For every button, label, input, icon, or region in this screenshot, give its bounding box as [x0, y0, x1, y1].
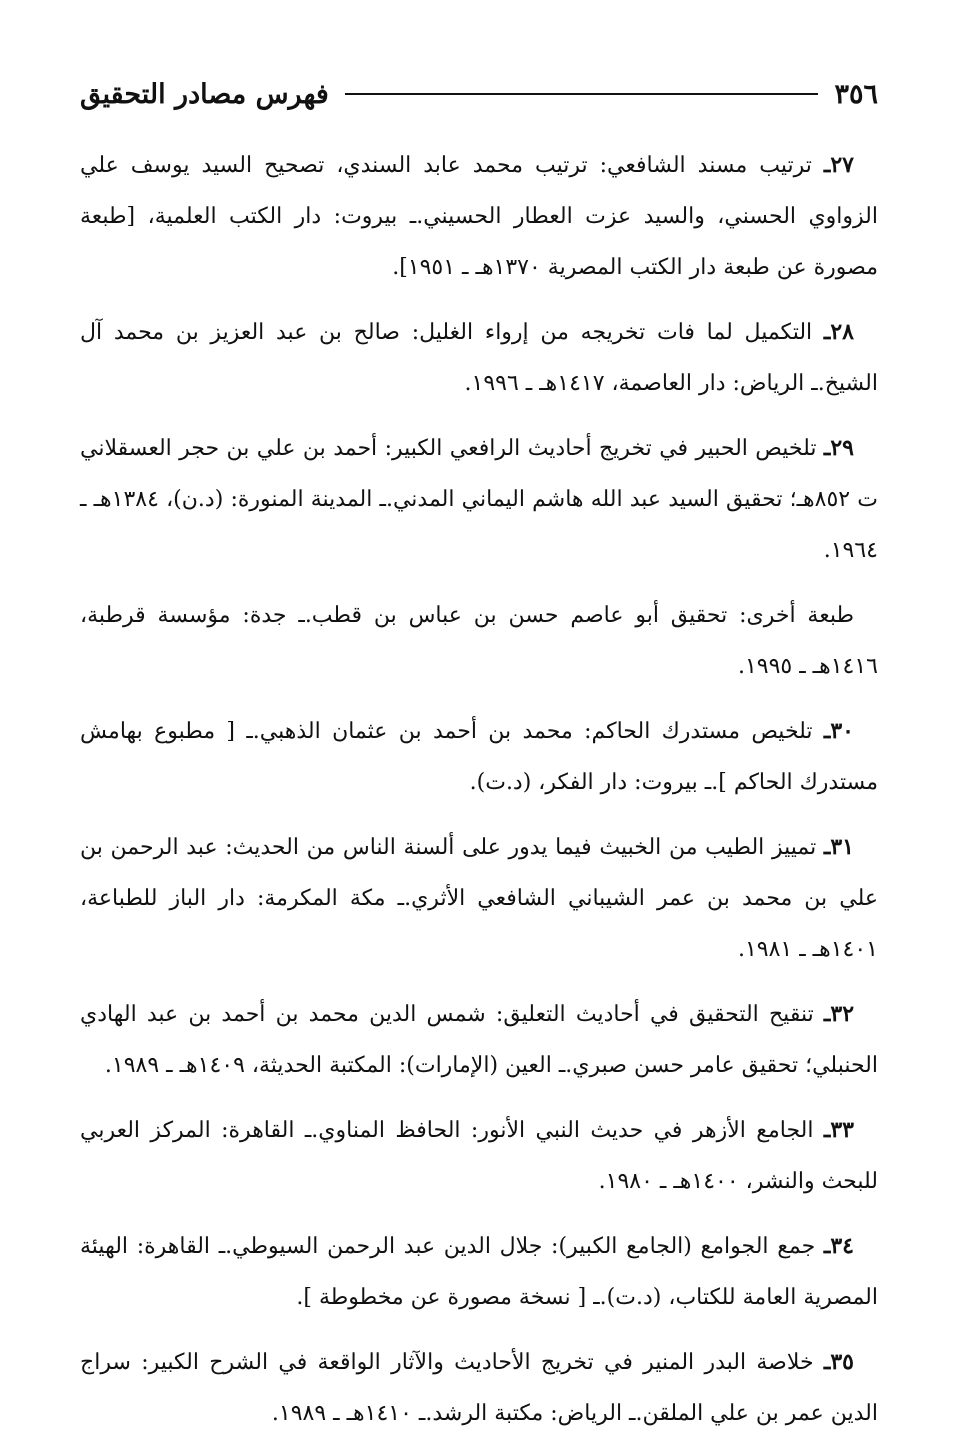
bibliography-entry-29-alt-edition	[80, 590, 878, 692]
entry-text: تلخيص الحبير في تخريج أحاديث الرافعي الكبير: أحمد بن علي بن حجر العسقلاني ت ٨٥٢هـ؛ تحقيق السيد عبد الله هاشم اليماني المدني.ـ المدينة المنورة: (د.ن)، ١٣٨٤هـ ـ ١٩٦٤.	[80, 436, 878, 563]
bibliography-entry-34	[80, 1221, 878, 1323]
entry-text: الجامع الأزهر في حديث النبي الأنور: الحافظ المناوي.ـ القاهرة: المركز العربي للبحث والنشر، ١٤٠٠هـ ـ ١٩٨٠.	[80, 1118, 878, 1194]
bibliography-entry-29	[80, 423, 878, 576]
entry-text: ترتيب مسند الشافعي: ترتيب محمد عابد السندي، تصحيح السيد يوسف علي الزواوي الحسني، والسيد عزت العطار الحسيني.ـ بيروت: دار الكتب العلمية، [طبعة مصورة عن طبعة دار الكتب المصرية ١٣٧٠هـ ـ ١٩٥١].	[80, 153, 878, 280]
entry-number: ٣٣ـ	[823, 1117, 854, 1143]
bibliography-entry-27	[80, 140, 878, 293]
entry-number: ٣٠ـ	[823, 718, 854, 744]
header-rule	[345, 93, 819, 95]
entry-text: جمع الجوامع (الجامع الكبير): جلال الدين عبد الرحمن السيوطي.ـ القاهرة: الهيئة المصرية العامة للكتاب، (د.ت).ـ [ نسخة مصورة عن مخطوطة ].	[80, 1234, 878, 1310]
entry-number: ٣١ـ	[823, 834, 854, 860]
entry-number: ٣٤ـ	[823, 1233, 854, 1259]
bibliography-entry-30	[80, 706, 878, 808]
entry-text: التكميل لما فات تخريجه من إرواء الغليل: صالح بن عبد العزيز بن محمد آل الشيخ.ـ الرياض: دار العاصمة، ١٤١٧هـ ـ ١٩٩٦.	[80, 320, 878, 396]
page-header	[80, 72, 878, 116]
entry-number: ٢٩ـ	[823, 435, 854, 461]
running-title: فهرس مصادر التحقيق	[80, 78, 329, 110]
entry-text: تمييز الطيب من الخبيث فيما يدور على ألسنة الناس من الحديث: عبد الرحمن بن علي بن محمد بن عمر الشيباني الشافعي الأثري.ـ مكة المكرمة: دار الباز للطباعة، ١٤٠١هـ ـ ١٩٨١.	[80, 835, 878, 962]
page-number: ٣٥٦	[834, 78, 878, 110]
entry-text: طبعة أخرى: تحقيق أبو عاصم حسن بن عباس بن قطب.ـ جدة: مؤسسة قرطبة، ١٤١٦هـ ـ ١٩٩٥.	[80, 603, 878, 679]
entry-number: ٣٥ـ	[823, 1349, 854, 1375]
bibliography-entry-31	[80, 822, 878, 975]
entry-text: تلخيص مستدرك الحاكم: محمد بن أحمد بن عثمان الذهبي.ـ [ مطبوع بهامش مستدرك الحاكم ].ـ بيروت: دار الفكر، (د.ت).	[80, 719, 878, 795]
bibliography-list	[80, 140, 878, 1453]
bibliography-entry-28	[80, 307, 878, 409]
entry-number: ٢٨ـ	[823, 319, 854, 345]
entry-text: خلاصة البدر المنير في تخريج الأحاديث والآثار الواقعة في الشرح الكبير: سراج الدين عمر بن علي الملقن.ـ الرياض: مكتبة الرشد.ـ ١٤١٠هـ ـ ١٩٨٩.	[80, 1350, 878, 1426]
entry-number: ٢٧ـ	[823, 152, 854, 178]
bibliography-entry-35	[80, 1337, 878, 1439]
bibliography-entry-32	[80, 989, 878, 1091]
bibliography-entry-33	[80, 1105, 878, 1207]
entry-text: تنقيح التحقيق في أحاديث التعليق: شمس الدين محمد بن أحمد بن عبد الهادي الحنبلي؛ تحقيق عامر حسن صبري.ـ العين (الإمارات): المكتبة الحديثة، ١٤٠٩هـ ـ ١٩٨٩.	[80, 1002, 878, 1078]
entry-number: ٣٢ـ	[823, 1001, 855, 1027]
